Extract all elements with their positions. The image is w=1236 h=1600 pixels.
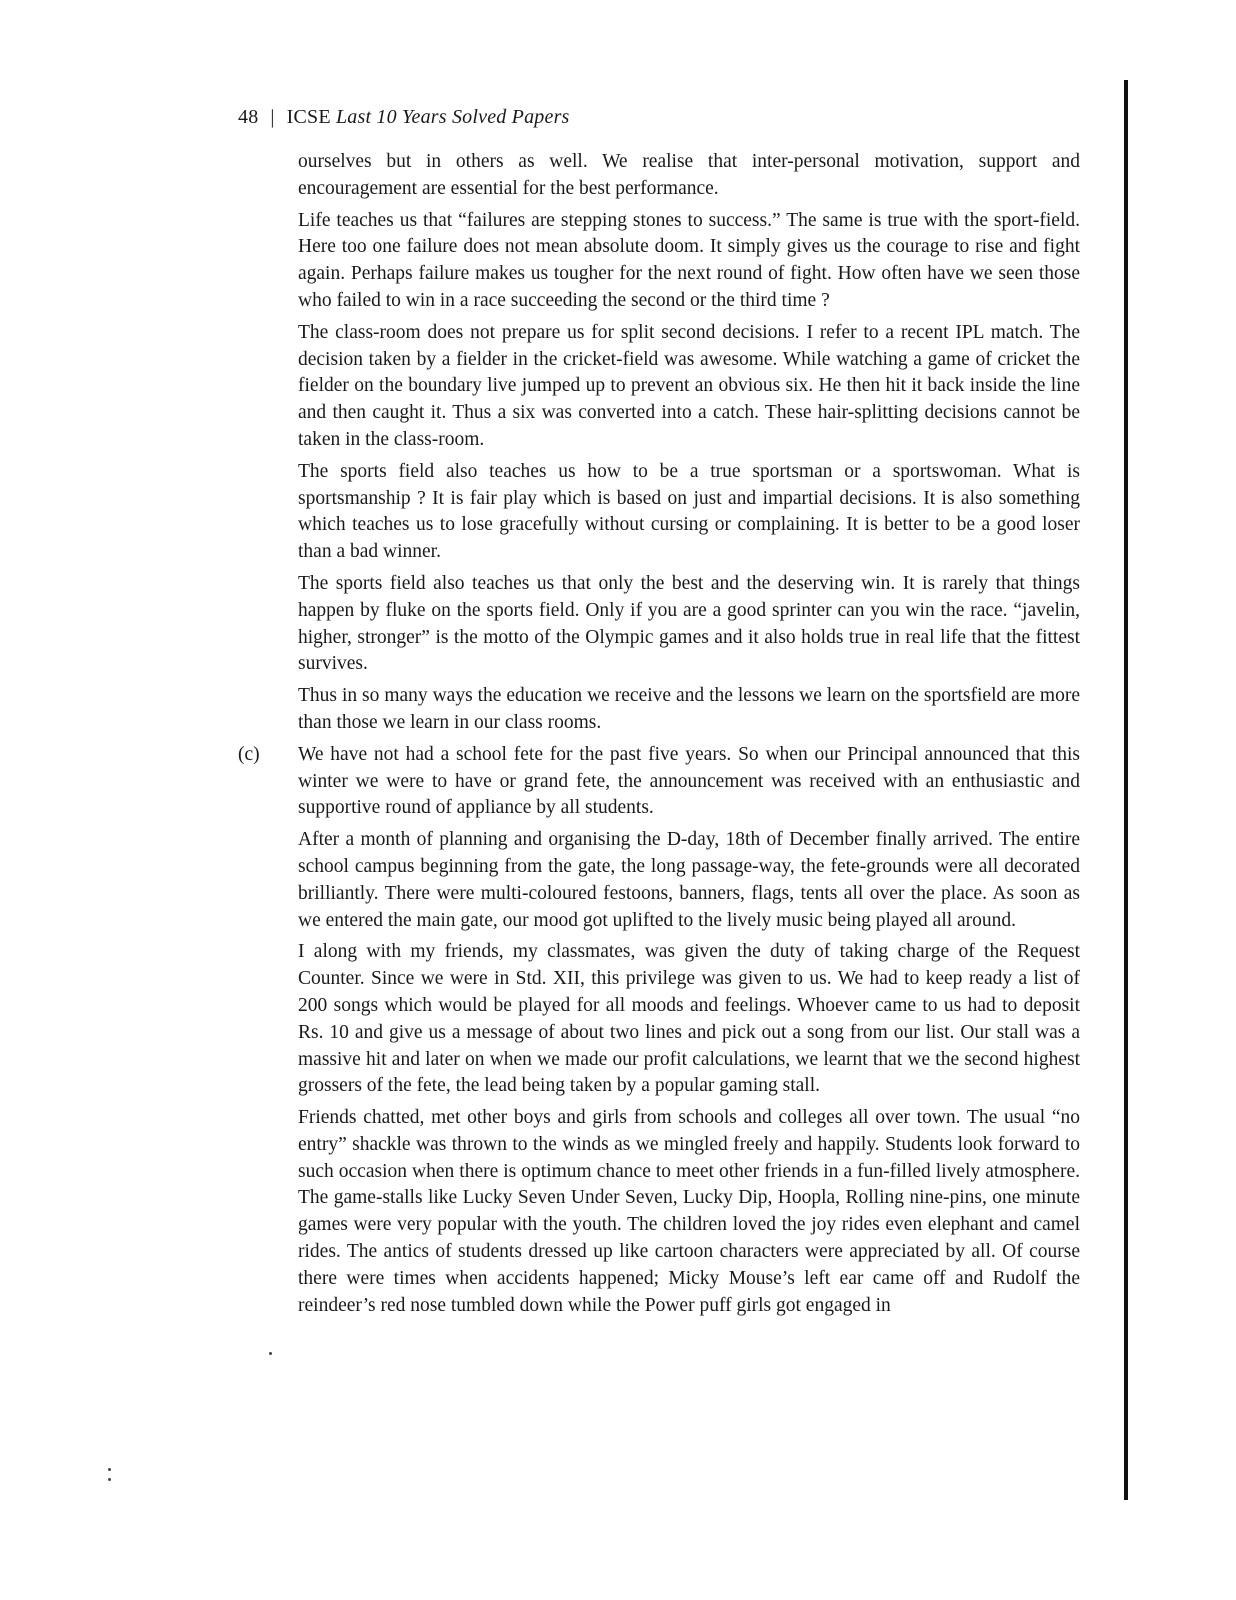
paragraph <box>238 827 1080 934</box>
paragraph <box>238 939 1080 1100</box>
paragraph <box>238 149 1080 203</box>
paragraph-text: The class-room does not prepare us for split second decisions. I refer to a recent IPL match. The decision taken by a fielder in the cricket-field was awesome. While watching a game of cricket the fielder on the boundary live jumped up to prevent an obvious six. He then hit it back inside the line and then caught it. Thus a six was converted into a catch. These hair-splitting decisions cannot be taken in the class-room. <box>298 321 1080 450</box>
paragraph-text: The sports field also teaches us that only the best and the deserving win. It is rarely that things happen by fluke on the sports field. Only if you are a good sprinter can you win the race. “javelin, higher, stronger” is the motto of the Olympic games and it also holds true in real life that the fittest survives. <box>298 572 1080 675</box>
paragraph-text: We have not had a school fete for the past five years. So when our Principal announced that this winter we were to have or grand fete, the announcement was received with an enthusiastic and supportive round of appliance by all students. <box>298 743 1080 819</box>
paragraph-text: After a month of planning and organising the D-day, 18th of December finally arrived. The entire school campus beginning from the gate, the long passage-way, the fete-grounds were all decorated brilliantly. There were multi-coloured festoons, banners, flags, tents all over the place. As soon as we entered the main gate, our mood got uplifted to the lively music being played all around. <box>298 829 1080 931</box>
running-header <box>238 106 570 129</box>
scan-speck <box>108 1478 111 1481</box>
paragraph-text: The sports field also teaches us how to be a true sportsman or a sportswoman. What is sportsmanship ? It is fair play which is based on just and impartial decisions. It is also something which teaches us to lose gracefully without cursing or complaining. It is better to be a good loser than a bad winner. <box>298 460 1080 563</box>
paragraph <box>238 459 1080 566</box>
body-text <box>238 149 1080 1324</box>
page-number: 48 <box>238 106 259 128</box>
paragraph <box>238 208 1080 315</box>
paragraph-text: Life teaches us that “failures are stepping stones to success.” The same is true with the sport-field. Here too one failure does not mean absolute doom. It simply gives us the courage to rise and fight again. Perhaps failure makes us tougher for the next round of fight. How often have we seen those who failed to win in a race succeeding the second or the third time ? <box>298 209 1080 311</box>
book-title: Last 10 Years Solved Papers <box>335 106 570 128</box>
paragraph-text: ourselves but in others as well. We realise that inter-personal motivation, support and encouragement are essential for the best performance. <box>298 151 1080 199</box>
paragraph <box>238 683 1080 737</box>
paragraph-text: Thus in so many ways the education we receive and the lessons we learn on the sportsfield are more than those we learn in our class rooms. <box>298 685 1080 733</box>
scan-speck <box>269 1352 272 1355</box>
scan-edge-line <box>1124 80 1128 1500</box>
paragraph <box>238 1105 1080 1319</box>
header-separator: | <box>270 106 275 128</box>
book-series: ICSE <box>286 106 331 128</box>
scan-speck <box>108 1468 111 1471</box>
paragraph-text: Friends chatted, met other boys and girls from schools and colleges all over town. The usual “no entry” shackle was thrown to the winds as we mingled freely and happily. Students look forward to such occasion when there is optimum chance to meet other friends in a fun-filled lively atmosphere. The game-stalls like Lucky Seven Under Seven, Lucky Dip, Hoopla, Rolling nine-pins, one minute games were very popular with the youth. The children loved the joy rides even elephant and camel rides. The antics of students dressed up like cartoon characters were appreciated by all. Of course there were times when accidents happened; Micky Mouse’s left ear came off and Rudolf the reindeer’s red nose tumbled down while the Power puff girls got engaged in <box>298 1107 1080 1316</box>
paragraph <box>238 320 1080 454</box>
paragraph-text: I along with my friends, my classmates, was given the duty of taking charge of the Request Counter. Since we were in Std. XII, this privilege was given to us. We had to keep ready a list of 200 songs which would be played for all moods and feelings. Whoever came to us had to deposit Rs. 10 and give us a message of about two lines and pick out a song from our list. Our stall was a massive hit and later on when we made our profit calculations, we learnt that we the second highest grossers of the fete, the lead being taken by a popular gaming stall. <box>298 941 1080 1097</box>
paragraph-label: (c) <box>238 743 260 765</box>
paragraph <box>238 571 1080 678</box>
paragraph <box>238 742 1080 822</box>
